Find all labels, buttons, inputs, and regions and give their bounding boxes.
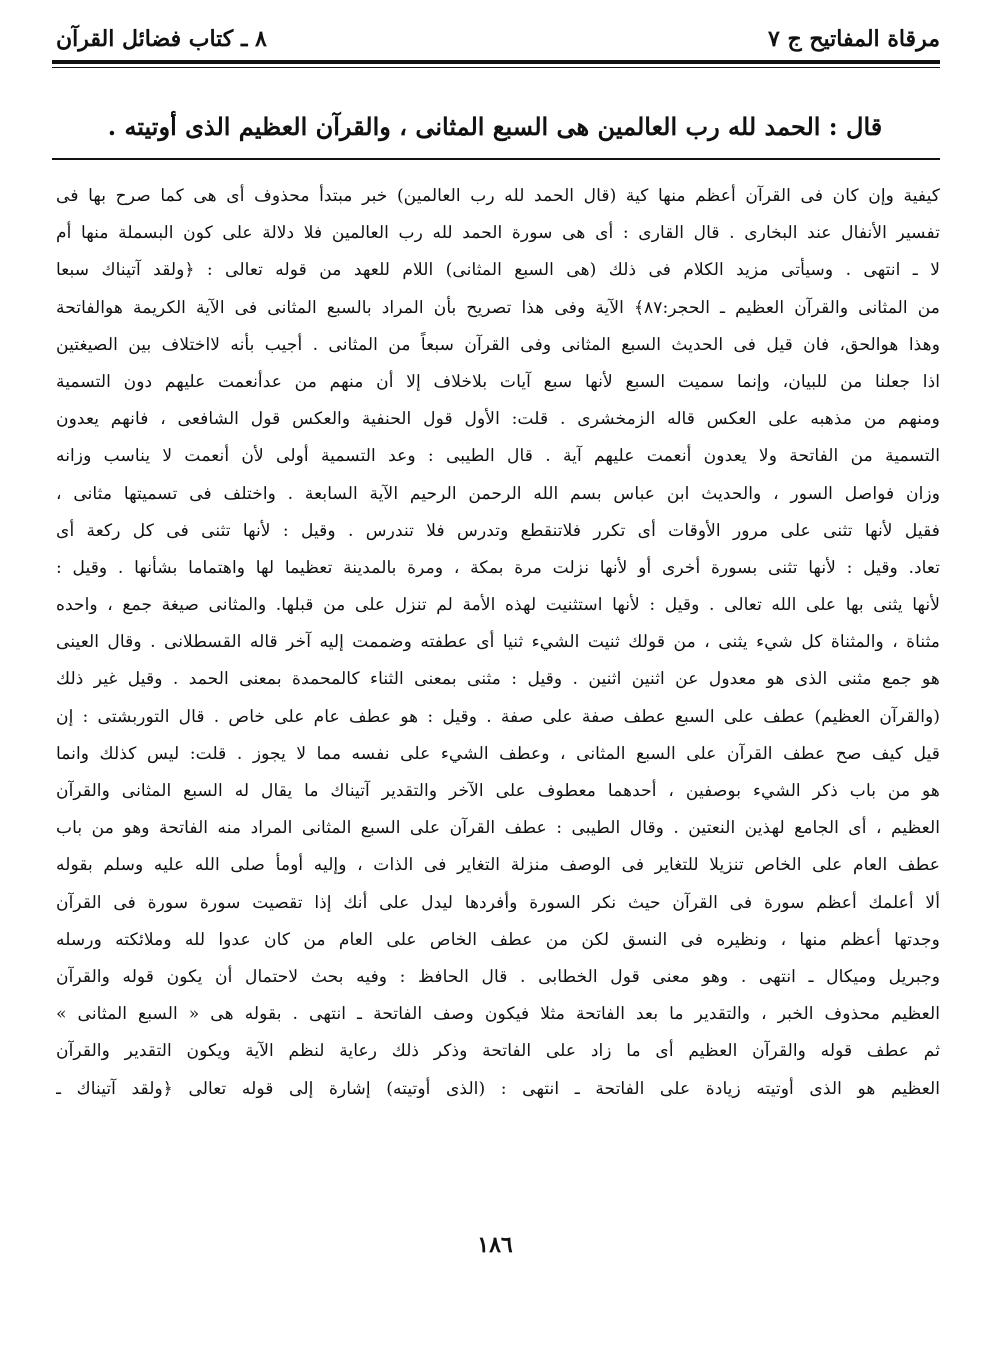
page-number: ١٨٦ <box>477 1232 513 1258</box>
text-line: وزان فواصل السور ، والحديث ابن عباس بسم الله الرحمن الرحيم الآية السابعة . واختلف فى تسميتها مثانى ، <box>56 483 940 504</box>
text-line: وجبريل وميكال ـ انتهى . وهو معنى قول الخطابى . قال الحافظ : وفيه بحث لاحتمال أن يكون قوله والقرآن <box>56 966 940 987</box>
text-line: فقيل لأنها تثنى على مرور الأوقات أى تكرر فلاتنقطع وتدرس فلا تندرس . وقيل : لأنها تثنى فى كل ركعة أى <box>56 520 940 541</box>
text-line: هو جمع مثنى الذى هو معدول عن اثنين اثنين . وقيل : مثنى بمعنى الثناء كالمحمدة بمعنى الحمد . وقيل غير ذلك <box>56 669 940 690</box>
text-line: وجدتها أعظم منها ، ونظيره فى النسق لكن من عطف الخاص على العام من كان عدوا لله وملائكته ورسله <box>56 929 940 950</box>
text-line: كيفية وإن كان فى القرآن أعظم منها كية (قال الحمد لله رب العالمين) خبر مبتدأ محذوف أى هى كما صرح بها فى <box>56 186 940 206</box>
text-line: العظيم ، أى الجامع لهذين النعتين . وقال الطيبى : عطف القرآن على السبع المثانى المراد منه الفاتحة وهو من باب <box>56 818 940 839</box>
text-line: ثم عطف قوله والقرآن العظيم أى ما زاد على الفاتحة وذكر ذلك رعاية لنظم الآية ويكون التقدير والقرآن <box>56 1041 940 1062</box>
text-line: هو من باب ذكر الشيء بوصفين ، أحدهما معطوف على الآخر والتقدير آتيناك ما يقال له السبع المثانى والقرآن <box>56 781 940 801</box>
header-rule-thin <box>52 67 940 68</box>
text-line: من المثانى والقرآن العظيم ـ الحجر:٨٧﴾ الآية وفى هذا تصريح بأن المراد بالسبع المثانى فى الآية الكريمة هوالفاتحة <box>56 297 940 318</box>
text-line: ومنهم من مذهبه على العكس قاله الزمخشرى . قلت: الأول قول الحنفية والعكس قول الشافعى ، فانهم يعدون <box>56 409 940 430</box>
text-line: (والقرآن العظيم) عطف على السبع عطف صفة على صفة . وقيل : هو عطف عام على خاص . قال التوربشتى : إن <box>56 706 940 727</box>
text-line: لأنها يثنى بها على الله تعالى . وقيل : لأنها استثنيت لهذه الأمة لم تنزل على من قبلها. والمثانى صيغة جمع ، واحده <box>56 595 940 616</box>
text-line: عطف العام على الخاص تنزيلا للتغاير فى الوصف منزلة التغاير فى الذات ، وإليه أومأ صلى الله عليه وسلم بقوله <box>56 855 940 876</box>
text-line: تعاد. وقيل : لأنها تثنى بسورة أخرى أو لأنها نزلت مرة بمكة ، ومرة بالمدينة تعظيما لها واهتماما بشأنها . وقيل : <box>56 557 940 578</box>
running-head-book-title: مرقاة المفاتيح ج ٧ <box>767 26 940 52</box>
text-line: وهذا هوالحق، فان قيل فى الحديث السبع المثانى وفى القرآن سبعاً من المثانى . أجيب بأنه لااختلاف بين الصيغتين <box>56 334 940 355</box>
text-line: تفسير الأنفال عند البخارى . قال القارى : أى هى سورة الحمد لله رب العالمين فلا دلالة على كون البسملة منها أم <box>56 223 940 244</box>
text-line: العظيم هو الذى أوتيته زيادة على الفاتحة ـ انتهى : (الذى أوتيته) إشارة إلى قوله تعالى ﴿ولقد آتيناك ـ <box>56 1078 940 1099</box>
running-head <box>56 18 940 58</box>
text-line: اذا جعلنا من للبيان، وإنما سميت السبع لأنها سبع آيات بلاخلاف إلا أن منهم من عدأنعمت عليهم دون التسمية <box>56 371 940 392</box>
text-line: مثناة ، والمثناة كل شيء يثنى ، من قولك ثنيت الشيء ثنيا أى عطفته وضممت إليه آخر قاله القسطلانى . وقال العينى <box>56 632 940 653</box>
text-line: العظيم محذوف الخبر ، والتقدير ما بعد الفاتحة مثلا فيكون وصف الفاتحة ـ انتهى . بقوله هى « السبع المثانى » <box>56 1004 940 1025</box>
commentary-body <box>56 178 940 1108</box>
header-rule-thick <box>52 60 940 64</box>
running-head-chapter-title: ٨ ـ كتاب فضائل القرآن <box>56 26 267 52</box>
hadith-heading: قال : الحمد لله رب العالمين هى السبع المثانى ، والقرآن العظيم الذى أوتيته . <box>107 112 883 141</box>
text-line: ألا أعلمك أعظم سورة فى القرآن حيث نكر السورة وأفردها ليدل على أنك إذا تقصيت سورة سورة فى القرآن <box>56 892 940 913</box>
text-line: التسمية من الفاتحة ولا يعدون أنعمت عليهم آية . قال الطيبى : وعد التسمية أولى لأن أنعمت لا يناسب وزانه <box>56 446 940 467</box>
text-line: قيل كيف صح عطف القرآن على السبع المثانى ، وعطف الشيء على نفسه مما لا يجوز . قلت: ليس كذلك وانما <box>56 743 940 764</box>
text-line: لا ـ انتهى . وسيأتى مزيد الكلام فى ذلك (هى السبع المثانى) اللام للعهد من قوله تعالى : ﴿ولقد آتيناك سبعا <box>56 260 940 281</box>
heading-rule <box>52 158 940 160</box>
